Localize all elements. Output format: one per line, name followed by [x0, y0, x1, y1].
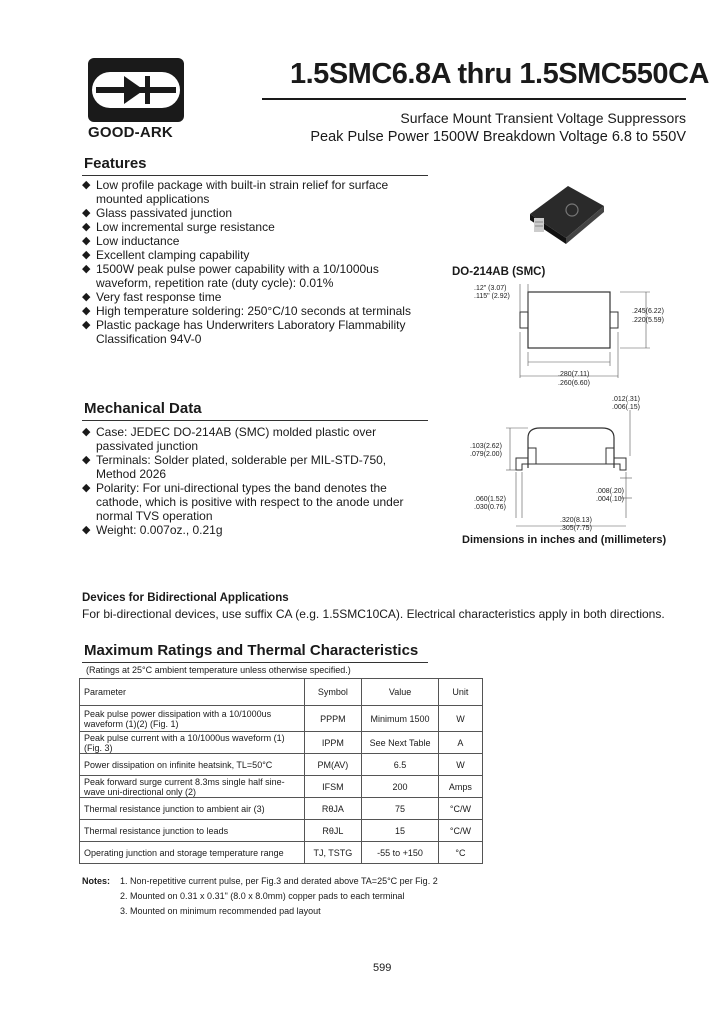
bidirectional-text: For bi-directional devices, use suffix CA (e.g. 1.5SMC10CA). Electrical characteristics apply in both directions.: [82, 607, 665, 621]
bidirectional-heading: Devices for Bidirectional Applications: [82, 592, 289, 604]
notes-list: [120, 874, 540, 919]
page-title: 1.5SMC6.8A thru 1.5SMC550CA: [290, 58, 709, 90]
dim-lead-2: .004(.10): [596, 496, 625, 503]
logo-text: GOOD-ARK: [88, 124, 173, 141]
page-number: 599: [373, 962, 392, 974]
table-cell-unit: W: [438, 706, 482, 732]
table-cell-unit: °C/W: [438, 798, 482, 820]
table-cell-param: Peak pulse power dissipation with a 10/1000us waveform (1)(2) (Fig. 1): [80, 706, 305, 732]
table-cell-unit: °C: [438, 842, 482, 864]
list-item: ◆ Low inductance: [82, 234, 412, 248]
table-row: [80, 820, 483, 842]
list-item: ◆ Plastic package has Underwriters Laboratory Flammability Classification 94V-0: [82, 318, 412, 346]
table-cell-symbol: TJ, TSTG: [304, 842, 362, 864]
features-divider: [82, 175, 428, 176]
list-item: ◆ Low incremental surge resistance: [82, 220, 412, 234]
list-item: ◆ Low profile package with built-in strain relief for surface mounted applications: [82, 178, 412, 206]
table-row: [80, 754, 483, 776]
company-logo: [88, 58, 184, 122]
table-row: [80, 706, 483, 732]
column-header: Parameter: [80, 679, 305, 706]
list-item: ◆ Very fast response time: [82, 290, 412, 304]
dim-foot-2: .030(0.76): [474, 504, 506, 511]
notes-label: Notes:: [82, 876, 111, 886]
features-list: [82, 178, 412, 346]
note-item: 1. Non-repetitive current pulse, per Fig.3 and derated above TA=25°C per Fig. 2: [120, 876, 438, 886]
package-label: DO-214AB (SMC): [452, 266, 546, 278]
table-cell-unit: Amps: [438, 776, 482, 798]
list-item: ◆ Terminals: Solder plated, solderable per MIL-STD-750, Method 2026: [82, 453, 412, 481]
ratings-note: (Ratings at 25°C ambient temperature unless otherwise specified.): [86, 665, 351, 675]
title-divider: [262, 98, 686, 100]
dim-right-height-1: .245(6.22): [632, 308, 664, 315]
table-cell-param: Thermal resistance junction to leads: [80, 820, 305, 842]
table-cell-value: -55 to +150: [362, 842, 439, 864]
note-item: 3. Mounted on minimum recommended pad layout: [120, 906, 321, 916]
table-cell-param: Operating junction and storage temperature range: [80, 842, 305, 864]
ratings-table: [79, 678, 483, 864]
column-header: Symbol: [304, 679, 362, 706]
table-cell-symbol: PM(AV): [304, 754, 362, 776]
table-row: [80, 798, 483, 820]
list-item: ◆ Glass passivated junction: [82, 206, 412, 220]
table-cell-param: Thermal resistance junction to ambient air (3): [80, 798, 305, 820]
table-cell-value: See Next Table: [362, 732, 439, 754]
dim-side-height-1: .103(2.62): [470, 443, 502, 450]
table-cell-value: Minimum 1500: [362, 706, 439, 732]
list-item: ◆ Weight: 0.007oz., 0.21g: [82, 523, 412, 537]
dimensions-caption: Dimensions in inches and (millimeters): [462, 534, 667, 546]
table-cell-value: 15: [362, 820, 439, 842]
table-row: [80, 732, 483, 754]
table-cell-unit: W: [438, 754, 482, 776]
column-header: Unit: [438, 679, 482, 706]
list-item: ◆ Excellent clamping capability: [82, 248, 412, 262]
table-cell-symbol: IPPM: [304, 732, 362, 754]
table-cell-unit: A: [438, 732, 482, 754]
package-photo: [520, 176, 610, 248]
list-item: ◆ Case: JEDEC DO-214AB (SMC) molded plastic over passivated junction: [82, 425, 412, 453]
ratings-heading: Maximum Ratings and Thermal Characteristics: [84, 642, 419, 659]
dim-bottom-width-2: .260(6.60): [558, 380, 590, 387]
mechanical-divider: [82, 420, 428, 421]
table-cell-param: Peak pulse current with a 10/1000us waveform (1) (Fig. 3): [80, 732, 305, 754]
specs-line: Peak Pulse Power 1500W Breakdown Voltage 6.8 to 550V: [310, 129, 686, 145]
dim-side-height-2: .079(2.00): [470, 451, 502, 458]
dim-foot-1: .060(1.52): [474, 496, 506, 503]
table-cell-value: 75: [362, 798, 439, 820]
table-cell-symbol: RθJL: [304, 820, 362, 842]
dim-overall-2: .305(7.75): [560, 525, 592, 532]
features-heading: Features: [84, 155, 147, 172]
mechanical-heading: Mechanical Data: [84, 400, 202, 417]
table-cell-symbol: RθJA: [304, 798, 362, 820]
dim-lead-1: .008(.20): [596, 488, 625, 495]
list-item: ◆ 1500W peak pulse power capability with a 10/1000us waveform, repetition rate (duty cycle): 0.01%: [82, 262, 412, 290]
table-cell-param: Power dissipation on infinite heatsink, TL=50°C: [80, 754, 305, 776]
dim-bottom-width-1: .280(7.11): [558, 371, 590, 378]
dim-side-thickness-2: .006(.15): [612, 404, 641, 411]
table-cell-param: Peak forward surge current 8.3ms single half sine-wave uni-directional only (2): [80, 776, 305, 798]
column-header: Value: [362, 679, 439, 706]
dim-overall-1: .320(8.13): [560, 517, 592, 524]
table-cell-unit: °C/W: [438, 820, 482, 842]
table-cell-value: 6.5: [362, 754, 439, 776]
list-item: ◆ Polarity: For uni-directional types the band denotes the cathode, which is positive with respect to the anode under normal TVS operation: [82, 481, 412, 523]
table-row: [80, 776, 483, 798]
list-item: ◆ High temperature soldering: 250°C/10 seconds at terminals: [82, 304, 412, 318]
dim-top-width-2: .115" (2.92): [474, 293, 510, 300]
mechanical-list: [82, 425, 412, 537]
table-cell-symbol: PPPM: [304, 706, 362, 732]
side-view-drawing: [500, 408, 670, 534]
note-item: 2. Mounted on 0.31 x 0.31" (8.0 x 8.0mm) copper pads to each terminal: [120, 891, 405, 901]
diode-logo-icon: [88, 58, 184, 122]
subtitle: Surface Mount Transient Voltage Suppressors: [400, 110, 686, 126]
table-row: [80, 842, 483, 864]
ratings-divider: [82, 662, 428, 663]
table-cell-value: 200: [362, 776, 439, 798]
table-cell-symbol: IFSM: [304, 776, 362, 798]
dim-right-height-2: .220(5.59): [632, 317, 664, 324]
dim-side-thickness-1: .012(.31): [612, 396, 641, 403]
dim-top-width: .12" (3.07): [474, 285, 507, 292]
